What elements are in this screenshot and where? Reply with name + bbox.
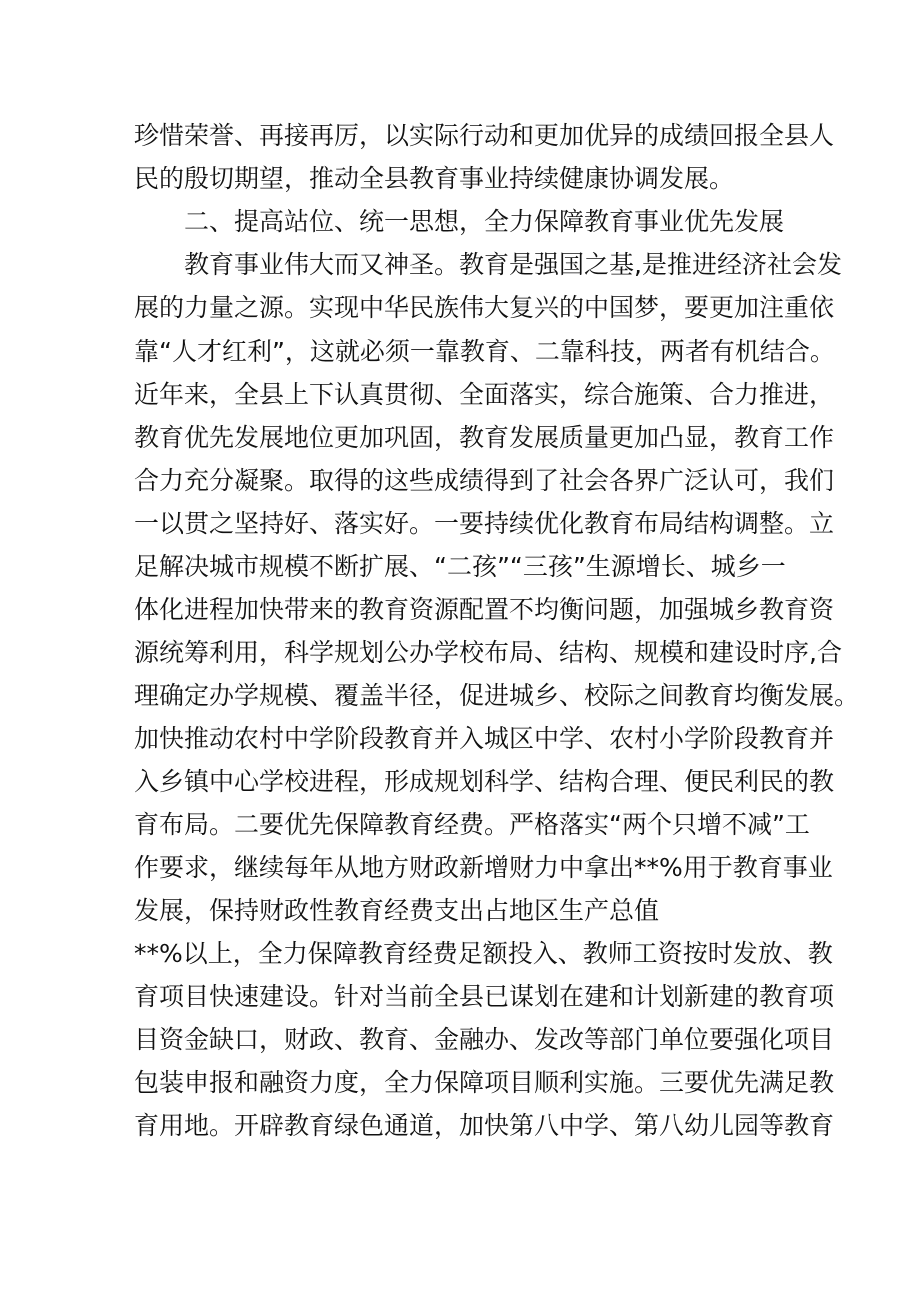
paragraph-line: 足解决城市规模不断扩展、“二孩”“三孩”生源增长、城乡一	[134, 552, 786, 581]
paragraph-line: 育用地。开辟教育绿色通道，加快第八中学、第八幼儿园等教育	[134, 1111, 835, 1140]
paragraph-line: 理确定办学规模、覆盖半径，促进城乡、校际之间教育均衡发展。	[134, 681, 860, 710]
paragraph-line: 民的殷切期望，推动全县教育事业持续健康协调发展。	[134, 164, 735, 193]
paragraph-line: 包装申报和融资力度，全力保障项目顺利实施。三要优先满足教	[134, 1068, 835, 1097]
paragraph-line: 源统筹利用，科学规划公办学校布局、结构、规模和建设时序,合	[134, 638, 842, 667]
paragraph-line: **%以上，全力保障教育经费足额投入、教师工资按时发放、教	[134, 939, 833, 968]
paragraph-line: 体化进程加快带来的教育资源配置不均衡问题，加强城乡教育资	[134, 595, 835, 624]
paragraph-line: 育布局。二要优先保障教育经费。严格落实“两个只增不减”工	[134, 810, 810, 839]
paragraph-line: 教育事业伟大而又神圣。教育是强国之基,是推进经济社会发	[184, 250, 842, 279]
paragraph-line: 珍惜荣誉、再接再厉，以实际行动和更加优异的成绩回报全县人	[134, 121, 835, 150]
paragraph-line: 育项目快速建设。针对当前全县已谋划在建和计划新建的教育项	[134, 982, 835, 1011]
paragraph-line: 加快推动农村中学阶段教育并入城区中学、农村小学阶段教育并	[134, 724, 835, 753]
paragraph-line: 靠“人才红利”，这就必须一靠教育、二靠科技，两者有机结合。	[134, 337, 835, 366]
paragraph-line: 一以贯之坚持好、落实好。一要持续优化教育布局结构调整。立	[134, 509, 835, 538]
paragraph-line: 展的力量之源。实现中华民族伟大复兴的中国梦，要更加注重依	[134, 293, 835, 322]
paragraph-line: 入乡镇中心学校进程，形成规划科学、结构合理、便民利民的教	[134, 767, 835, 796]
section-heading: 二、提高站位、统一思想，全力保障教育事业优先发展	[184, 207, 785, 236]
paragraph-line: 合力充分凝聚。取得的这些成绩得到了社会各界广泛认可，我们	[134, 466, 835, 495]
paragraph-line: 教育优先发展地位更加巩固，教育发展质量更加凸显，教育工作	[134, 423, 835, 452]
paragraph-line: 近年来，全县上下认真贯彻、全面落实，综合施策、合力推进，	[134, 380, 835, 409]
paragraph-line: 发展，保持财政性教育经费支出占地区生产总值	[134, 896, 660, 925]
paragraph-line: 作要求，继续每年从地方财政新增财力中拿出**%用于教育事业	[134, 853, 833, 882]
paragraph-line: 目资金缺口，财政、教育、金融办、发改等部门单位要强化项目	[134, 1025, 835, 1054]
